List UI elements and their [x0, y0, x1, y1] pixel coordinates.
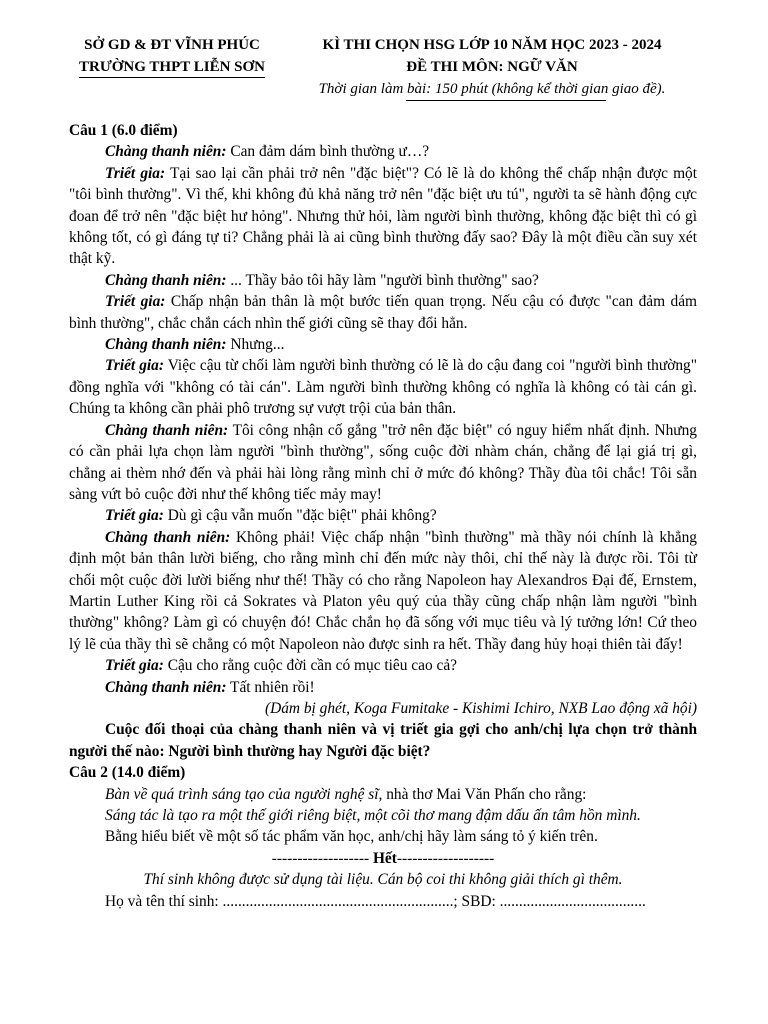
speaker-label: Triết gia: — [105, 164, 166, 182]
dialogue-text: Cậu cho rằng cuộc đời cần có mục tiêu cao cả? — [163, 657, 458, 675]
source-citation: (Dám bị ghét, Koga Fumitake - Kishimi Ichiro, NXB Lao động xã hội) — [264, 699, 697, 717]
dialogue-line — [69, 291, 697, 334]
end-word: Hết — [372, 849, 397, 867]
speaker-label: Triết gia: — [105, 507, 164, 525]
exam-note: Thí sinh không được sử dụng tài liệu. Cán bộ coi thi không giải thích gì thêm. — [143, 871, 623, 889]
speaker-label: Chàng thanh niên: — [105, 336, 227, 354]
dialogue-text: Dù gì cậu vẫn muốn "đặc biệt" phải không? — [163, 507, 437, 525]
dialogue-text: Tôi công nhận cố gắng "trở nên đặc biệt" có nguy hiểm nhất định. Nhưng có cần phải lựa chọn làm người "bình thường", sống cuộc đời nhàm chán, chẳng để lại giá trị gì, chẳng ai thèm nhớ đến và phải hài lòng rằng mình chỉ ở mức đó không? Thầy đùa tôi chắc! Tôi sẵn sàng vứt bỏ cuộc đời như thế không tiếc mảy may! — [69, 421, 697, 503]
speaker-label: Triết gia: — [105, 357, 165, 375]
question-2-heading: Câu 2 (14.0 điểm) — [69, 764, 186, 782]
dialogue-text: Nhưng... — [226, 336, 285, 354]
dialogue-text: Chấp nhận bản thân là một bước tiến quan trọng. Nếu cậu có được "can đảm dám bình thường", chắc chắn cách nhìn thế giới cũng sẽ thay đổi hẳn. — [69, 293, 697, 332]
dialogue-line — [69, 420, 697, 506]
question-2-intro-italic: Bàn về quá trình sáng tạo của người nghệ sĩ, — [105, 785, 383, 803]
exam-time — [296, 78, 688, 100]
speaker-label: Chàng thanh niên: — [105, 421, 229, 439]
exam-title: KÌ THI CHỌN HSG LỚP 10 NĂM HỌC 2023 - 2024 — [322, 37, 662, 53]
exam-time-text: Thời gian làm bài: 150 phút (không kể thời gian giao đề). — [318, 81, 666, 97]
dialogue-text: Can đảm dám bình thường ư…? — [226, 143, 430, 161]
speaker-label: Chàng thanh niên: — [105, 271, 227, 289]
speaker-label: Chàng thanh niên: — [105, 678, 227, 696]
question-2-intro — [69, 784, 697, 805]
candidate-info-line: Họ và tên thí sinh: ............................................................; SBD: ...................................... — [105, 892, 646, 910]
exam-content — [69, 120, 697, 912]
question-1-prompt: Cuộc đối thoại của chàng thanh niên và vị triết gia gợi cho anh/chị lựa chọn trở thành người thế nào: Người bình thường hay Người đặc biệt? — [69, 721, 697, 760]
dialogue-text: Tại sao lại cần phải trở nên "đặc biệt"? Có lẽ là do không thể chấp nhận được một "tôi bình thường". Vì thế, khi không đủ khả năng trở nên "đặc biệt ưu tú", người ta sẽ hành động cực đoan để trở nên "đặc biệt hư hỏng". Nhưng thử hỏi, làm người bình thường, không đặc biệt thì có gì không tốt, có gì đáng tự ti? Chẳng phải là ai cũng bình thường đấy sao? Đây là một điều cần suy xét thật kỹ. — [69, 164, 698, 268]
speaker-label: Triết gia: — [105, 657, 164, 675]
exam-subject: ĐỀ THI MÔN: NGỮ VĂN — [406, 59, 578, 75]
speaker-label: Chàng thanh niên: — [105, 143, 227, 161]
dialogue-line — [69, 141, 697, 162]
dialogue-text: Việc cậu từ chối làm người bình thường có lẽ là do cậu đang coi "người bình thường" đồng nghĩa với "không có tài cán". Làm người bình thường không có nghĩa là không có tài cán gì. Chúng ta không cần phải phô trương sự vượt trội của bản thân. — [69, 357, 698, 418]
dialogue-line — [69, 334, 697, 355]
question-2-task: Bằng hiểu biết về một số tác phẩm văn học, anh/chị hãy làm sáng tỏ ý kiến trên. — [105, 828, 598, 846]
end-marker — [69, 848, 697, 869]
school-header — [66, 34, 278, 78]
dialogue-text: ... Thầy bảo tôi hãy làm "người bình thường" sao? — [226, 271, 539, 289]
end-dashes-left: ------------------- — [271, 849, 373, 867]
dialogue-line — [69, 355, 697, 419]
dialogue-line — [69, 163, 697, 270]
dialogue-line — [69, 655, 697, 676]
dialogue-line — [69, 505, 697, 526]
dialogue-text: Không phải! Việc chấp nhận "bình thường" mà thầy nói chính là khẳng định một bản thân lười biếng, cho rằng mình chỉ đến mức này thôi, chỉ thế này là được rồi. Tôi từ chối một cuộc đời lười biếng như thế! Thầy có cho rằng Napoleon hay Alexandros Đại đế, Ernstem, Martin Luther King rồi cả Sokrates và Platon yêu quý của thầy cũng chấp nhận làm người "bình thường" không? Làm gì có chuyện đó! Chắc chắn họ đã sống với mục tiêu và lý tưởng lớn! Cứ theo lý lẽ của thầy thì sẽ chẳng có một Napoleon nào được sinh ra hết. Thầy đang hủy hoại thiên tài đấy! — [69, 528, 697, 653]
dialogue-line — [69, 527, 697, 655]
speaker-label: Triết gia: — [105, 293, 166, 311]
end-dashes-right: ------------------- — [396, 849, 495, 867]
header-rule — [406, 100, 606, 101]
school-name: TRƯỜNG THPT LIỄN SƠN — [79, 57, 265, 78]
dialogue-line — [69, 677, 697, 698]
dialogue-text: Tất nhiên rồi! — [226, 678, 315, 696]
question-2-intro-rest: nhà thơ Mai Văn Phấn cho rằng: — [382, 785, 587, 803]
question-2-quote: Sáng tác là tạo ra một thế giới riêng biệt, một cõi thơ mang đậm dấu ấn tâm hồn mình. — [105, 807, 641, 824]
dialogue-line — [69, 270, 697, 291]
department-name: SỞ GD & ĐT VĨNH PHÚC — [84, 37, 260, 53]
exam-header — [296, 34, 688, 100]
question-1-heading: Câu 1 (6.0 điểm) — [69, 122, 178, 139]
speaker-label: Chàng thanh niên: — [105, 528, 231, 546]
